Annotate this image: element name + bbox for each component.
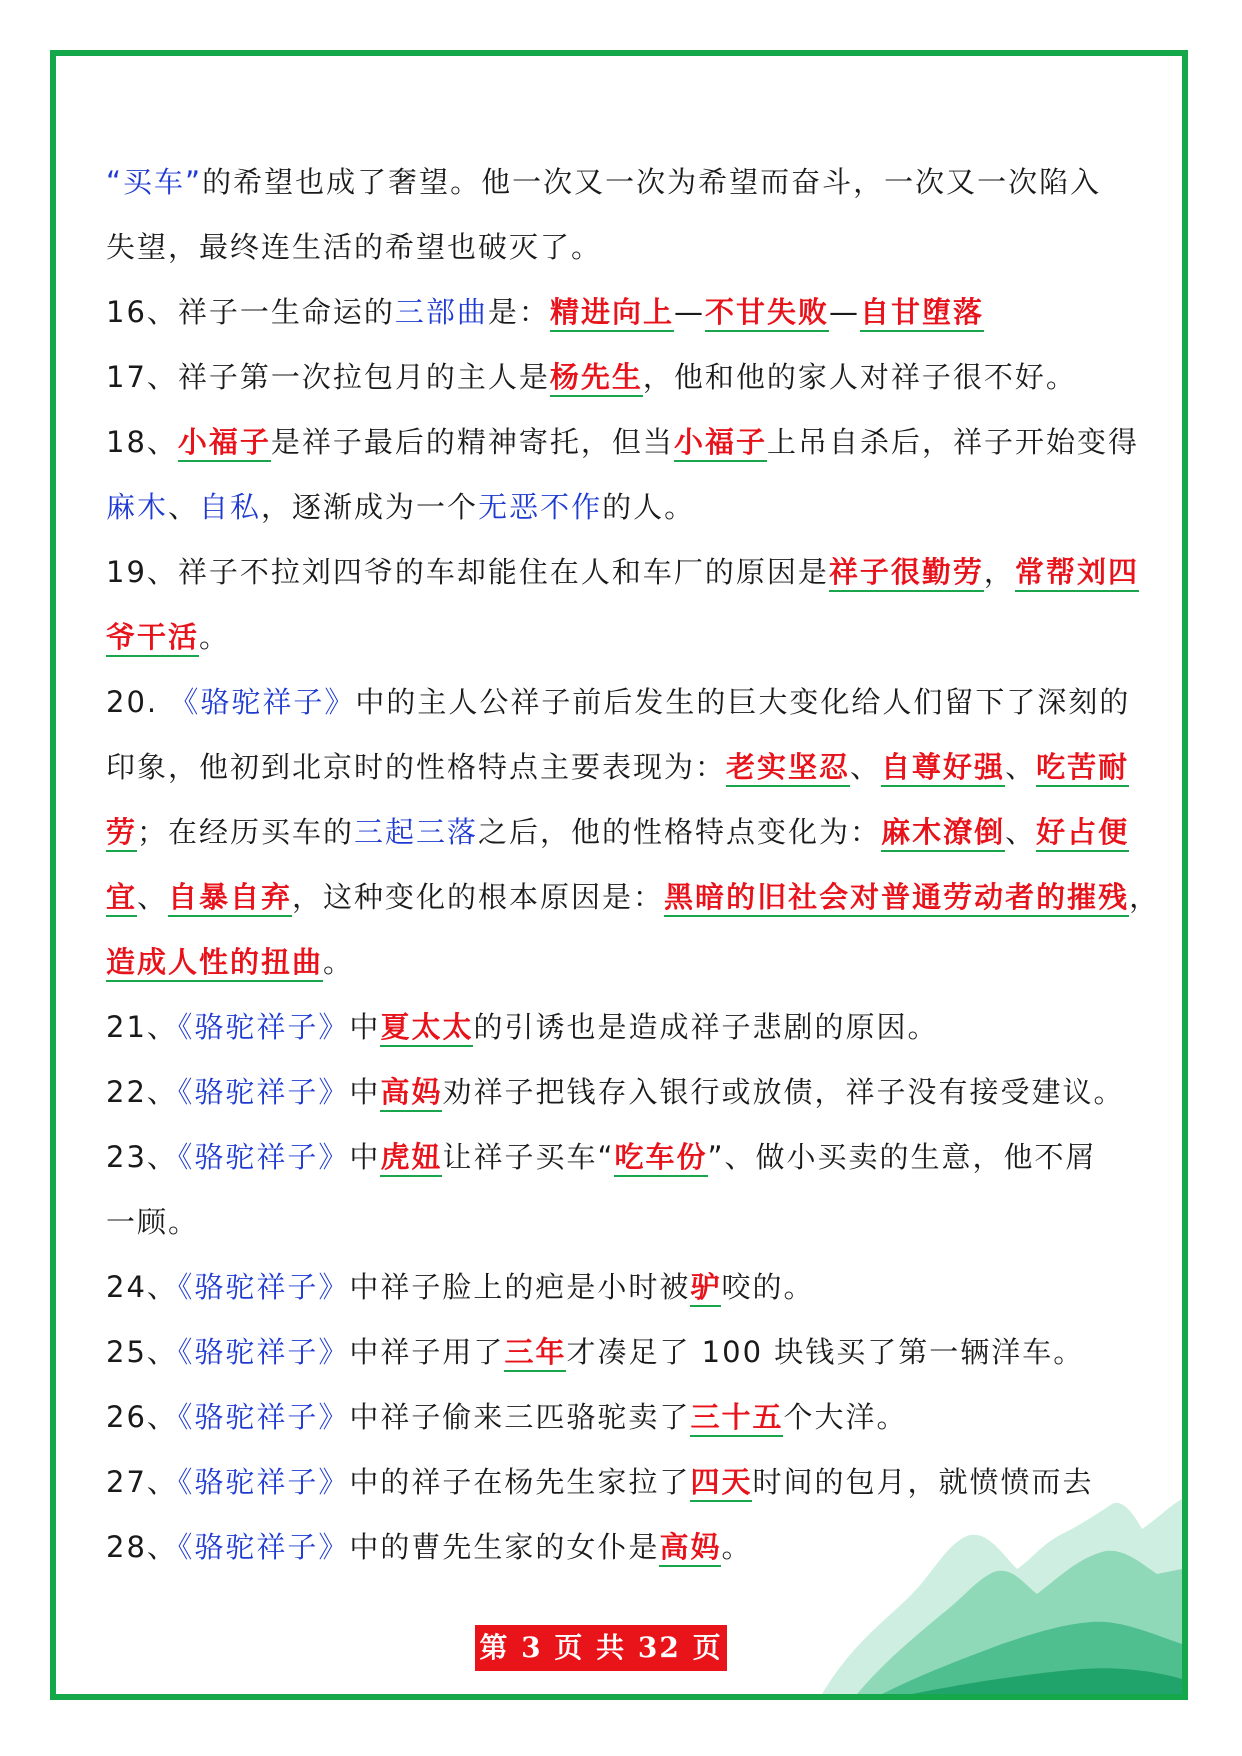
keyword-text: 无恶不作: [478, 490, 603, 524]
body-text: 、: [850, 750, 882, 784]
body-text: ，: [983, 555, 1015, 589]
body-text: ”、做小买卖的生意，他不屑: [707, 1140, 1097, 1174]
keyword-text: 《骆驼祥子》: [169, 685, 356, 719]
text-line: [106, 1190, 1136, 1255]
body-text: 印象，他初到北京时的性格特点主要表现为：: [106, 750, 727, 784]
body-text: 19、祥子不拉刘四爷的车却能住在人和车厂的原因是: [106, 555, 829, 589]
answer-highlight: 吃苦耐: [1036, 750, 1129, 787]
answer-highlight: 虎妞: [380, 1140, 442, 1177]
body-text: 中: [349, 1075, 381, 1109]
body-text: 中: [349, 1010, 381, 1044]
body-text: 的希望也成了奢望。他一次又一次为希望而奋斗，一次又一次陷入: [202, 165, 1102, 199]
body-text: 中祥子用了: [349, 1335, 505, 1369]
body-text: 让祥子买车“: [442, 1140, 615, 1174]
body-text: 23、: [106, 1140, 178, 1174]
text-line: [106, 280, 1136, 345]
body-text: —: [828, 295, 860, 329]
text-line: [106, 1385, 1136, 1450]
body-text: 、: [1005, 750, 1037, 784]
text-line: [106, 410, 1139, 475]
answer-highlight: 宜: [106, 880, 137, 917]
text-line: [106, 930, 1136, 995]
body-text: 劝祥子把钱存入银行或放债，祥子没有接受建议。: [442, 1075, 1125, 1109]
text-line: [106, 865, 1161, 930]
keyword-text: 《骆驼祥子》: [177, 1400, 350, 1434]
body-text: —: [673, 295, 705, 329]
body-text: 个大洋。: [783, 1400, 908, 1434]
text-line: [106, 1450, 1136, 1515]
answer-highlight: 三十五: [690, 1400, 783, 1437]
body-text: 上吊自杀后，祥子开始变得: [766, 425, 1139, 459]
answer-highlight: 老实坚忍: [726, 750, 850, 787]
body-text: 是：: [487, 295, 550, 329]
answer-highlight: 麻木潦倒: [881, 815, 1005, 852]
body-text: 25、: [106, 1335, 178, 1369]
text-line: [106, 1125, 1136, 1190]
keyword-text: 《骆驼祥子》: [177, 1335, 350, 1369]
body-text: ，这种变化的根本原因是：: [292, 880, 665, 914]
text-line: [106, 800, 1136, 865]
answer-highlight: 杨先生: [550, 360, 643, 397]
body-text: 中的主人公祥子前后发生的巨大变化给人们留下了深刻的: [355, 685, 1131, 719]
answer-highlight: 高妈: [380, 1075, 442, 1112]
answer-highlight: 常帮刘四: [1015, 555, 1139, 592]
answer-highlight: 自尊好强: [881, 750, 1005, 787]
keyword-text: 三部曲: [394, 295, 488, 329]
text-line: [106, 345, 1136, 410]
answer-highlight: 四天: [690, 1465, 752, 1502]
body-text: 的人。: [602, 490, 696, 524]
body-text: 24、: [106, 1270, 178, 1304]
answer-highlight: 自暴自弃: [168, 880, 292, 917]
body-text: 、: [168, 490, 200, 524]
answer-highlight: 三年: [504, 1335, 566, 1372]
text-line: [106, 605, 1136, 670]
body-text: 中的曹先生家的女仆是: [349, 1530, 660, 1564]
answer-highlight: 驴: [690, 1270, 721, 1307]
body-text: 中: [349, 1140, 381, 1174]
text-line: [106, 540, 1139, 605]
answer-highlight: 爷干活: [106, 620, 199, 657]
text-line: [106, 215, 1136, 280]
answer-highlight: 精进向上: [550, 295, 674, 332]
body-text: 27、: [106, 1465, 178, 1499]
answer-highlight: 自甘堕落: [860, 295, 984, 332]
body-text: 21、: [106, 1010, 178, 1044]
body-text: 、: [1005, 815, 1037, 849]
body-text: 中的祥子在杨先生家拉了: [349, 1465, 691, 1499]
answer-highlight: 夏太太: [380, 1010, 473, 1047]
body-text: 之后，他的性格特点变化为：: [478, 815, 882, 849]
body-text: 18、: [106, 425, 178, 459]
body-text: 一顾。: [106, 1205, 200, 1239]
body-text: 失望，最终连生活的希望也破灭了。: [106, 230, 603, 264]
keyword-text: 三起三落: [354, 815, 479, 849]
body-text: 。: [199, 620, 231, 654]
answer-highlight: 小福子: [674, 425, 767, 462]
document-body: [106, 150, 1161, 1580]
answer-highlight: 不甘失败: [705, 295, 829, 332]
body-text: 中祥子脸上的疤是小时被: [349, 1270, 691, 1304]
body-text: 中祥子偷来三匹骆驼卖了: [349, 1400, 691, 1434]
keyword-text: 《骆驼祥子》: [177, 1530, 350, 1564]
answer-highlight: 高妈: [659, 1530, 721, 1567]
body-text: 20.: [106, 685, 170, 719]
body-text: 时间的包月，就愤愤而去: [752, 1465, 1094, 1499]
answer-highlight: 造成人性的扭曲: [106, 945, 323, 982]
answer-highlight: 祥子很勤劳: [829, 555, 984, 592]
page-number-badge: 第 3 页 共 32 页: [475, 1625, 727, 1671]
body-text: 、: [137, 880, 169, 914]
answer-highlight: 劳: [106, 815, 137, 852]
keyword-text: 《骆驼祥子》: [177, 1140, 350, 1174]
text-line: [106, 670, 1136, 735]
keyword-text: 《骆驼祥子》: [177, 1075, 350, 1109]
keyword-text: “买车”: [106, 165, 203, 199]
text-line: [106, 1255, 1136, 1320]
body-text: 28、: [106, 1530, 178, 1564]
body-text: ；在经历买车的: [137, 815, 355, 849]
answer-highlight: 好占便: [1036, 815, 1129, 852]
answer-highlight: 小福子: [178, 425, 271, 462]
body-text: 22、: [106, 1075, 178, 1109]
text-line: [106, 475, 1136, 540]
keyword-text: 自私: [199, 490, 262, 524]
body-text: 。: [323, 945, 355, 979]
body-text: 的引诱也是造成祥子悲剧的原因。: [473, 1010, 939, 1044]
body-text: 是祥子最后的精神寄托，但当: [270, 425, 674, 459]
body-text: 16、祥子一生命运的: [106, 295, 395, 329]
text-line: [106, 150, 1136, 215]
text-line: [106, 735, 1136, 800]
keyword-text: 《骆驼祥子》: [177, 1010, 350, 1044]
keyword-text: 麻木: [106, 490, 169, 524]
keyword-text: 《骆驼祥子》: [177, 1270, 350, 1304]
keyword-text: 《骆驼祥子》: [177, 1465, 350, 1499]
body-text: 。: [721, 1530, 753, 1564]
text-line: [106, 1060, 1136, 1125]
body-text: ，他和他的家人对祥子很不好。: [642, 360, 1077, 394]
answer-highlight: 吃车份: [614, 1140, 707, 1177]
text-line: [106, 1515, 1136, 1580]
body-text: ，逐渐成为一个: [261, 490, 479, 524]
text-line: [106, 995, 1136, 1060]
body-text: ，: [1129, 880, 1161, 914]
body-text: 17、祥子第一次拉包月的主人是: [106, 360, 550, 394]
body-text: 咬的。: [721, 1270, 815, 1304]
body-text: 才凑足了 100 块钱买了第一辆洋车。: [566, 1335, 1085, 1369]
text-line: [106, 1320, 1136, 1385]
body-text: 26、: [106, 1400, 178, 1434]
answer-highlight: 黑暗的旧社会对普通劳动者的摧残: [664, 880, 1129, 917]
